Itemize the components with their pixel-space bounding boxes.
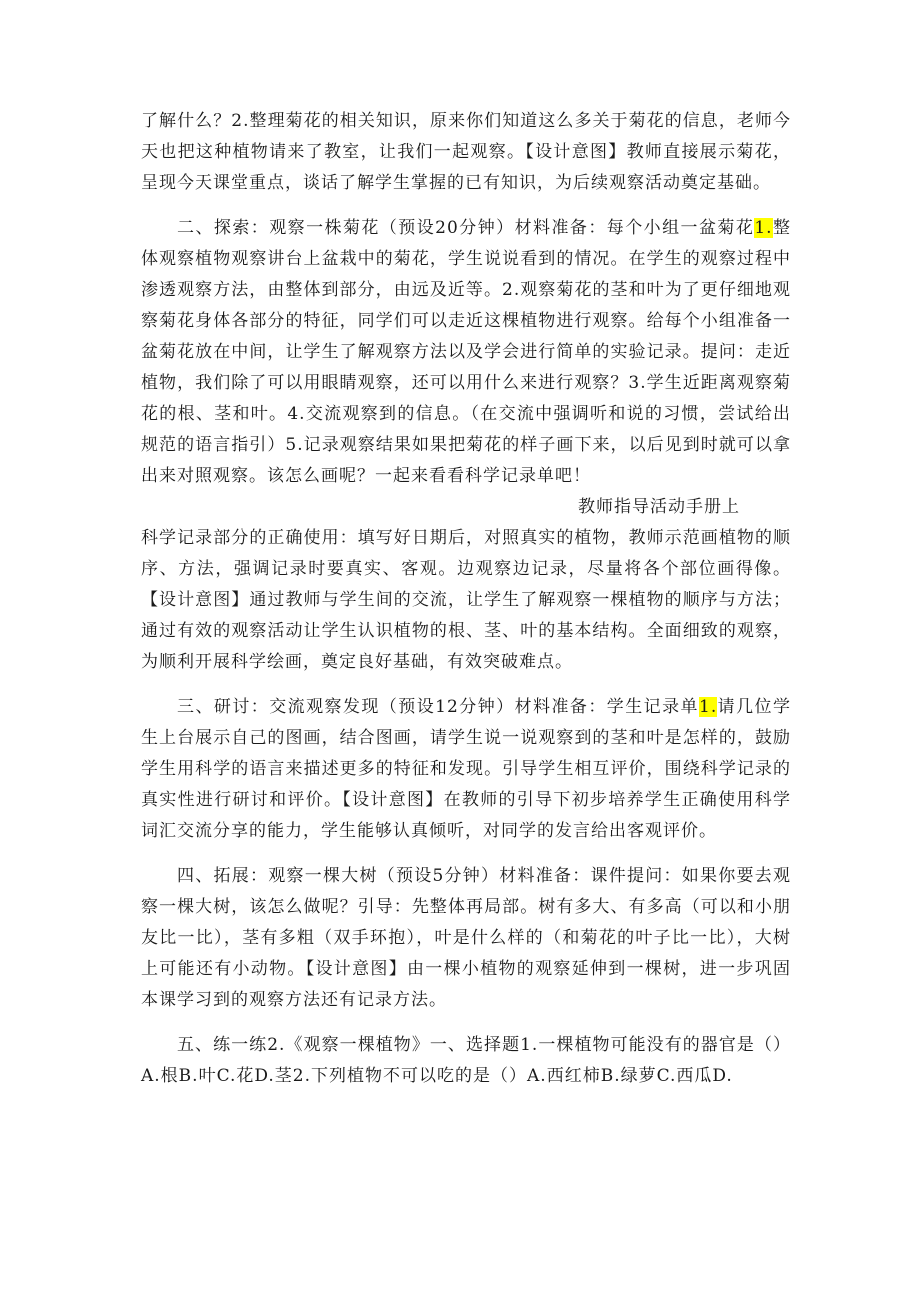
discuss-body-text: 请几位学生上台展示自己的图画，结合图画，请学生说一说观察到的茎和叶是怎样的，鼓励学生用科学的语言来描述更多的特征和发现。引导学生相互评价，围绕科学记录的真实性进行研讨和评价。【设计意图】在教师的引导下初步培养学生正确使用科学词汇交流分享的能力，学生能够认真倾听，对同学的发言给出客观评价。 [141,697,791,841]
highlighted-step-number: 1. [699,697,718,717]
paragraph-practice: 五、练一练2.《观察一棵植物》一、选择题1.一棵植物可能没有的器官是（）A.根B.叶C.花D.茎2.下列植物不可以吃的是（）A.西红柿B.绿萝C.西瓜D. [141,1035,791,1086]
paragraph-explore [141,213,791,492]
explore-body-text: 整体观察植物观察讲台上盆栽中的菊花，学生说说看到的情况。在学生的观察过程中渗透观察方法，由整体到部分，由远及近等。2.观察菊花的茎和叶为了更仔细地观察菊花身体各部分的特征，同学们可以走近这棵植物进行观察。给每个小组准备一盆菊花放在中间，让学生了解观察方法以及学会进行简单的实验记录。提问：走近植物，我们除了可以用眼睛观察，还可以用什么来进行观察？3.学生近距离观察菊花的根、茎和叶。4.交流观察到的信息。（在交流中强调听和说的习惯，尝试给出规范的语言指引）5.记录观察结果如果把菊花的样子画下来，以后见到时就可以拿出来对照观察。该怎么画呢？一起来看看科学记录单吧！ [141,218,792,486]
paragraph-intro-continuation: 了解什么？2.整理菊花的相关知识，原来你们知道这么多关于菊花的信息，老师今天也把这种植物请来了教室，让我们一起观察。【设计意图】教师直接展示菊花，呈现今天课堂重点，谈话了解学生掌握的已有知识，为后续观察活动奠定基础。 [141,111,791,193]
highlighted-step-number: 1. [754,218,773,238]
document-body [141,106,791,1092]
explore-heading-text: 二、探索：观察一株菊花（预设20分钟）材料准备：每个小组一盆菊花 [177,218,755,238]
paragraph-recording: 科学记录部分的正确使用：填写好日期后，对照真实的植物，教师示范画植物的顺序、方法，强调记录时要真实、客观。边观察边记录，尽量将各个部位画得像。【设计意图】通过教师与学生间的交流，让学生了解观察一棵植物的顺序与方法；通过有效的观察活动让学生认识植物的根、茎、叶的基本结构。全面细致的观察，为顺利开展科学绘画，奠定良好基础，有效突破难点。 [141,528,791,672]
right-aligned-note: 教师指导活动手册上 [578,497,740,517]
discuss-heading-text: 三、研讨：交流观察发现（预设12分钟）材料准备：学生记录单 [177,697,699,717]
paragraph-discuss [141,692,791,847]
paragraph-extend: 四、拓展：观察一棵大树（预设5分钟）材料准备：课件提问：如果你要去观察一棵大树，该怎么做呢？引导：先整体再局部。树有多大、有多高（可以和小朋友比一比），茎有多粗（双手环抱），叶是什么样的（和菊花的叶子比一比），大树上可能还有小动物。【设计意图】由一棵小植物的观察延伸到一棵树，进一步巩固本课学习到的观察方法还有记录方法。 [141,866,791,1010]
